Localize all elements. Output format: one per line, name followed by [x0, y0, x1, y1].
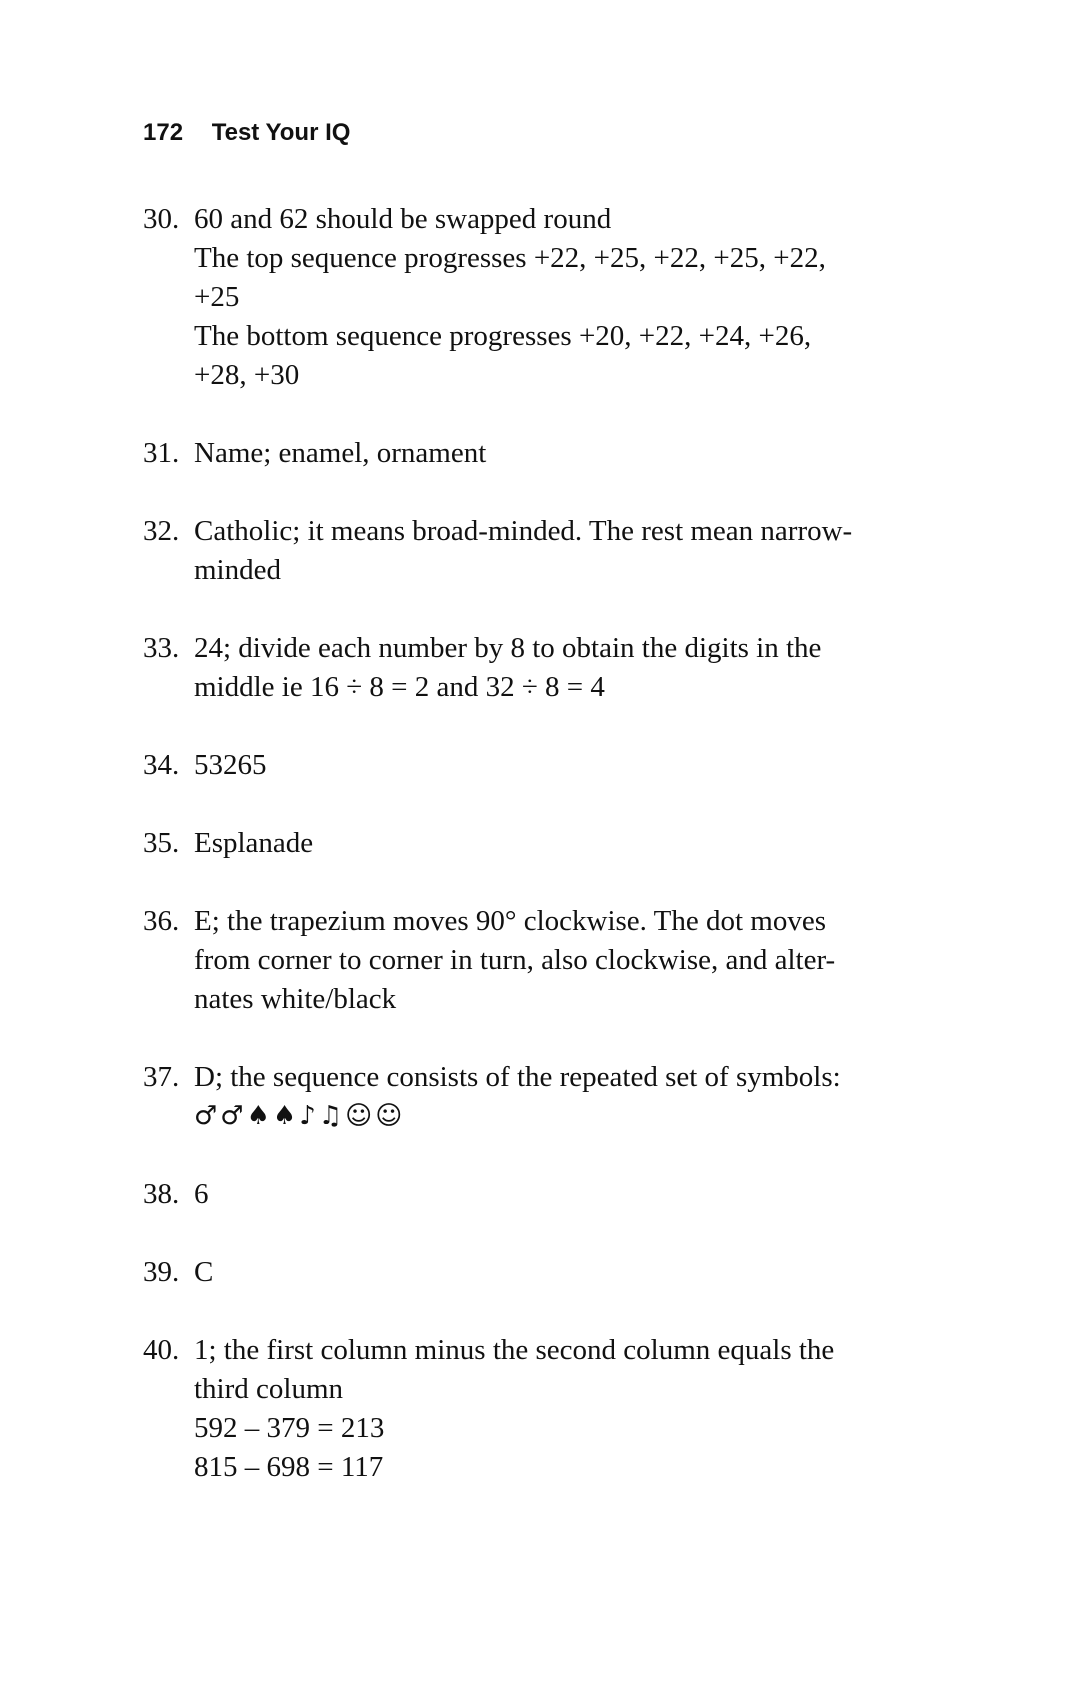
answer-line: The top sequence progresses +22, +25, +22, +25, +22, — [194, 242, 826, 274]
answer-line: 1; the first column minus the second column equals the — [194, 1334, 835, 1366]
answer-line: Catholic; it means broad-minded. The rest mean narrow- — [194, 515, 853, 547]
answer-number: 31. — [143, 437, 180, 469]
answer-33 — [143, 629, 973, 707]
page-number: 172 — [143, 119, 184, 146]
running-title: Test Your IQ — [211, 119, 351, 146]
answer-39 — [143, 1253, 973, 1292]
answer-line: 24; divide each number by 8 to obtain the digits in the — [194, 632, 822, 664]
running-header — [143, 118, 350, 148]
answer-line: third column — [194, 1373, 344, 1405]
symbol-sequence: ♂♂♠♠♪♫☺☺ — [194, 1101, 406, 1131]
answer-line: 592 – 379 = 213 — [194, 1412, 385, 1444]
answer-line: Name; enamel, ornament — [194, 437, 487, 469]
answer-36 — [143, 902, 973, 1019]
answer-line: Esplanade — [194, 827, 314, 859]
answer-line: 6 — [194, 1178, 209, 1210]
answer-number: 32. — [143, 515, 180, 547]
answer-number: 40. — [143, 1334, 180, 1366]
answer-number: 38. — [143, 1178, 180, 1210]
answer-list — [143, 200, 973, 1526]
answer-line: +28, +30 — [194, 359, 300, 391]
answer-line: from corner to corner in turn, also clockwise, and alter- — [194, 944, 836, 976]
answer-37 — [143, 1058, 973, 1136]
answer-line: D; the sequence consists of the repeated set of symbols: — [194, 1061, 841, 1093]
answer-line: +25 — [194, 281, 240, 313]
answer-38 — [143, 1175, 973, 1214]
answer-line: minded — [194, 554, 281, 586]
answer-line: middle ie 16 ÷ 8 = 2 and 32 ÷ 8 = 4 — [194, 671, 605, 703]
answer-line: 60 and 62 should be swapped round — [194, 203, 612, 235]
answer-line: The bottom sequence progresses +20, +22, +24, +26, — [194, 320, 812, 352]
answer-40 — [143, 1331, 973, 1487]
answer-number: 35. — [143, 827, 180, 859]
answer-line: C — [194, 1256, 214, 1288]
answer-number: 39. — [143, 1256, 180, 1288]
answer-line: E; the trapezium moves 90° clockwise. The dot moves — [194, 905, 826, 937]
answer-number: 34. — [143, 749, 180, 781]
answer-32 — [143, 512, 973, 590]
answer-line: 815 – 698 = 117 — [194, 1451, 384, 1483]
answer-31 — [143, 434, 973, 473]
answer-34 — [143, 746, 973, 785]
answer-number: 30. — [143, 203, 180, 235]
answer-number: 33. — [143, 632, 180, 664]
answer-line: nates white/black — [194, 983, 397, 1015]
answer-line: 53265 — [194, 749, 267, 781]
answer-number: 37. — [143, 1061, 180, 1093]
answer-30 — [143, 200, 973, 395]
answer-number: 36. — [143, 905, 180, 937]
answer-35 — [143, 824, 973, 863]
